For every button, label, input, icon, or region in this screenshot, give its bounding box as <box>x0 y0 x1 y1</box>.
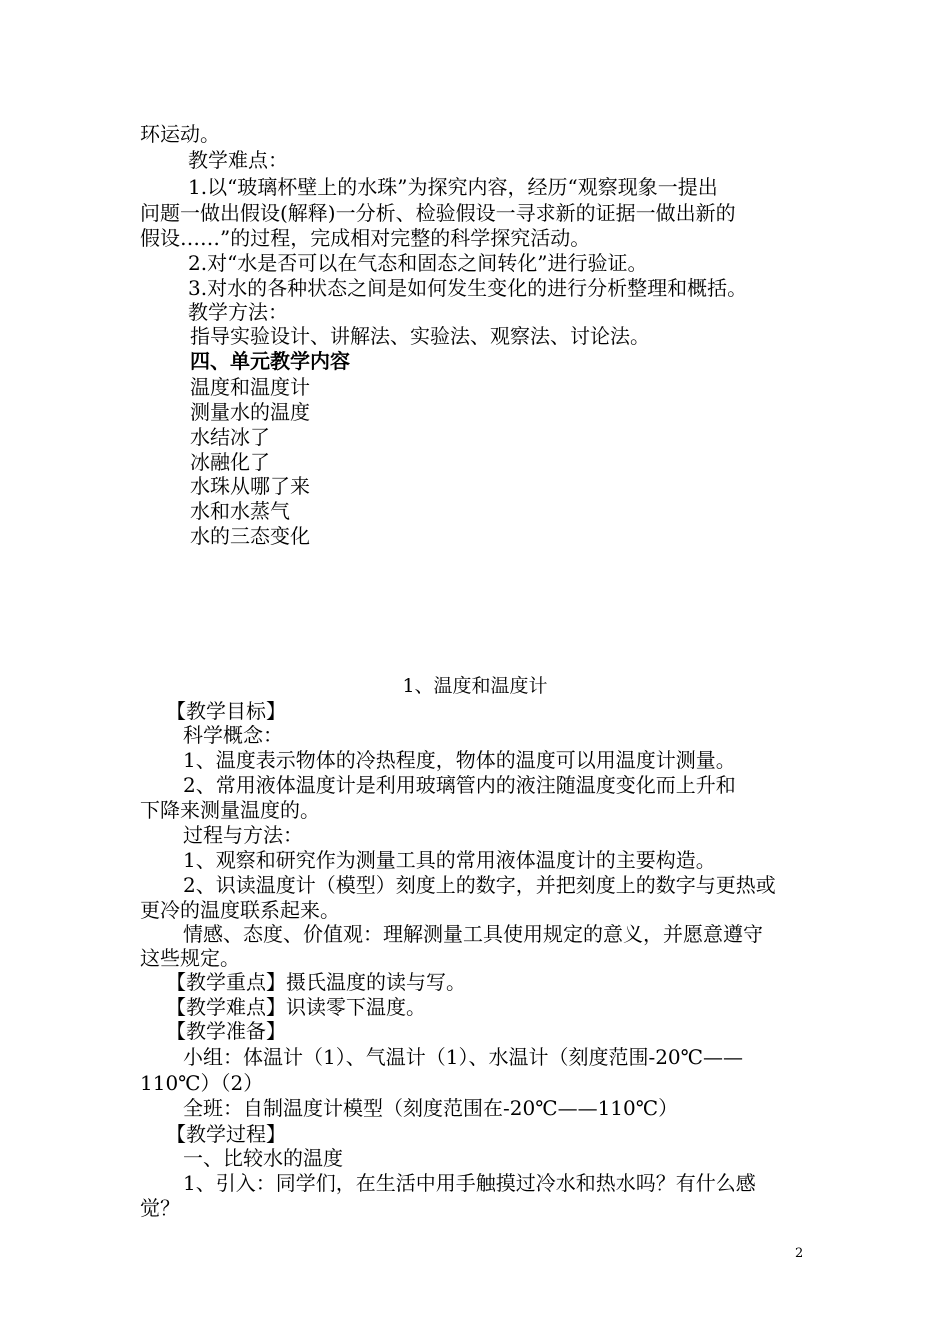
text-line: 觉？ <box>140 1196 180 1220</box>
unit-item: 水的三态变化 <box>190 524 310 548</box>
text-line: 一、比较水的温度 <box>183 1146 343 1170</box>
text-line: 环运动。 <box>140 122 220 146</box>
text-line: 这些规定。 <box>140 946 240 970</box>
text-line: 【教学过程】 <box>166 1122 286 1146</box>
text-line: 110℃）（2） <box>140 1071 264 1095</box>
unit-item: 水珠从哪了来 <box>190 474 310 498</box>
text-line: 假设……”的过程，完成相对完整的科学探究活动。 <box>140 226 591 250</box>
text-line: 2、常用液体温度计是利用玻璃管内的液注随温度变化而上升和 <box>183 773 736 797</box>
text-line: 1、观察和研究作为测量工具的常用液体温度计的主要构造。 <box>183 848 716 872</box>
text-line: 过程与方法： <box>183 823 303 847</box>
text-line: 教学难点： <box>188 148 288 172</box>
text-line: 1.以“玻璃杯壁上的水珠”为探究内容，经历“观察现象一提出 <box>188 175 718 199</box>
text-line: 科学概念： <box>183 723 283 747</box>
unit-item: 水结冰了 <box>190 425 270 449</box>
text-line: 教学方法： <box>188 300 288 324</box>
text-line: 更冷的温度联系起来。 <box>140 898 340 922</box>
text-line: 3.对水的各种状态之间是如何发生变化的进行分析整理和概括。 <box>188 276 748 300</box>
text-line: 【教学目标】 <box>166 699 286 723</box>
text-line: 情感、态度、价值观：理解测量工具使用规定的意义，并愿意遵守 <box>183 922 763 946</box>
text-line: 下降来测量温度的。 <box>140 798 320 822</box>
section-heading: 四、单元教学内容 <box>190 349 350 373</box>
unit-item: 水和水蒸气 <box>190 499 290 523</box>
unit-item: 测量水的温度 <box>190 400 310 424</box>
text-line: 问题一做出假设(解释)一分析、检验假设一寻求新的证据一做出新的 <box>140 201 736 225</box>
text-line: 1、引入：同学们，在生活中用手触摸过冷水和热水吗？有什么感 <box>183 1171 756 1195</box>
text-line: 指导实验设计、讲解法、实验法、观察法、讨论法。 <box>190 324 650 348</box>
text-line: 【教学重点】摄氏温度的读与写。 <box>166 970 466 994</box>
text-line: 【教学准备】 <box>166 1019 286 1043</box>
text-line: 2.对“水是否可以在气态和固态之间转化”进行验证。 <box>188 251 648 275</box>
unit-item: 冰融化了 <box>190 450 270 474</box>
text-line: 小组：体温计（1）、气温计（1）、水温计（刻度范围-20℃—— <box>183 1045 744 1069</box>
text-line: 1、温度表示物体的冷热程度，物体的温度可以用温度计测量。 <box>183 748 736 772</box>
text-line: 【教学难点】识读零下温度。 <box>166 995 426 1019</box>
lesson-title: 1、温度和温度计 <box>402 675 548 697</box>
text-line: 2、识读温度计（模型）刻度上的数字，并把刻度上的数字与更热或 <box>183 873 776 897</box>
text-line: 全班：自制温度计模型（刻度范围在-20℃——110℃） <box>183 1096 679 1120</box>
unit-item: 温度和温度计 <box>190 375 310 399</box>
page-number: 2 <box>795 1246 804 1261</box>
